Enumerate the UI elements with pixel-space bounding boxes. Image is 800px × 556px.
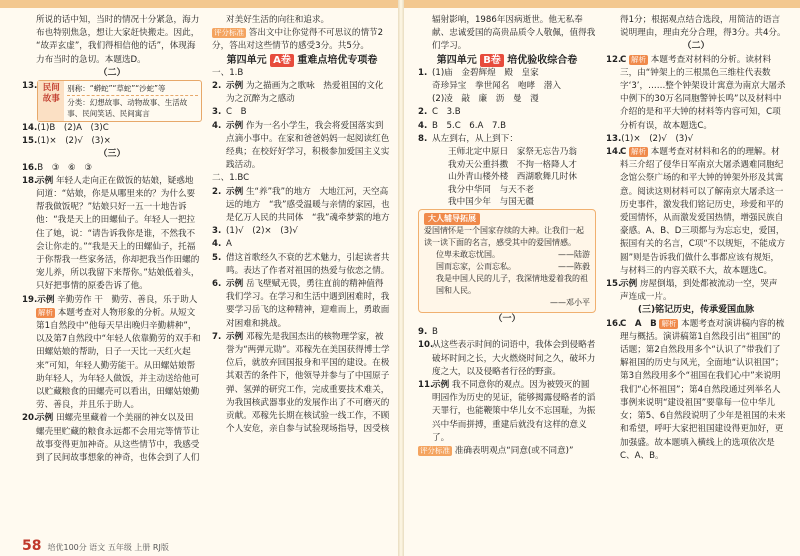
column-4: 得1分；根据观点结合选段，用简洁的语言说明理由，理由充分合理，得3分。共4分。 （二） 12. C 解析 本题考查对材料的分析。读材料三，由“钟架上的三根黑色三维柱代表数字‘3’，……整个钟架设计寓意为南京大屠杀中例下的30万名同胞警钟长鸣”以及材料中介绍的是和平大钟的材料等内容可知，C项分析有误，故本题选C。 13. (1)× (2)√ (3)√ 14. C 解析 本题考查对材料和名的的理解。材料三介绍了侵华日军南京大屠杀遇难同胞纪念馆公祭广场的和平大钟的钟架外形及其寓意。阅读这则材料可以了解南京大屠杀这一历史事件，激发我们铭记历史，珍爱和平的爱国情怀，从而激发爱国热情，增强民族自豪感。A、B、D三项都与为忘忘史，爱国，振国有关的名言，C项“不以规矩，不能成方圆”则是告诉我们做什么事都应该有规矩，与材料三的内容关联不大，故本题选C。 15. 示例 房屋倒塌，到处都被流动一空，哭声声连成一片。 (三)铭记历史，传承爱国血脉 16. C A B 解析 本题考查对演讲稿内容的梳理与概括。演讲稿第1自然段引出“祖国”的话题；第2自然段用多个“认识了”带我们了解祖国的历史与风光，全面地“认识祖国”；第3自然段用多个“祖国在我们心中”来说明我们“心怀祖国”；第4自然段通过列举名人事例来说明“建设祖国”要靠每一位中华儿女；第5、6自然段说明了少年是祖国的未来和希望，呼吁大家把祖国建设得更加好，更加强盛。故本题填入横线上的选项依次是C、A、B。 (606, 15, 786, 461)
extension-callout: 大人辅导拓展 爱国情怀是一个国家存续的大神。让我们一起读一读下面的名言，感受其中的爱国情感。 位卑未敢忘忧国。 ——陆游 国而忘家，公而忘私。 ——陈毅 我是中国人民的儿子，我深情地爱着我的祖国和人民。 ——邓小平 (418, 209, 596, 313)
analysis-tag: 解析 (38, 307, 53, 317)
question-16: 16. B ③ ⑥ ③ (22, 162, 93, 173)
book-spine (398, 0, 404, 556)
column-1 (22, 14, 202, 465)
top-band-right (404, 0, 800, 8)
text-line: “故弄玄虚”，我们得相信他的话”，体现海力布当时的急切。本题选D。 (36, 41, 196, 65)
folk-story-table (37, 80, 202, 122)
folk-row: 别称：“蟒蛇”“草蛇”“沙蛇”等 (67, 82, 198, 96)
question-19: 19. 示例 辛勤劳作 干 勤劳、善良，乐于助人 (22, 294, 198, 305)
column-2: 对美好生活的向往和追求。 评分标准 答出文中让你觉得不可思议的情节2分，答出对这些情节的感受3分。共5分。 第四单元 A卷 重难点培优专项卷 一、1.B 2. 示例 为之描画为之歌咏 热爱祖国的文化为之沉醉为之感动 3. C B 4. 示例 作为一名小学生，我会将爱国落实到点滴小事中。在家和爸爸妈妈一起阅读红色经典；在校好好学习，积极参加爱国主义实践活动。 二、1.BC 2. 示例 生“养”我”的地方 大地江河，天空高远的地方 “我”感受温暖与亲情的家园，也是亿万人民的共同体 “我”魂牵梦萦的地方 3. (1)√ (2)× (3)√ 4. A 5. 借这首歌经久不衰的艺术魅力，引起读者共鸣。表达了作者对祖国的热爱与依恋之情。 6. 示例 岳飞壁赋无畏，勇往直前的精神值得我们学习。在学习和生活中遇到困难时，我要学习岳飞的这种精神，迎难而上，勇敢面对困难和挑战。 7. 示例 邓稼先是我国杰出的核物理学家，被誉为“两弹元勋”。邓稼先在美国获得博士学位后，就放弃回国报身和平国的建设。在极其艰苦的条件下，他领导并参与了中国原子弹、氢弹的研究工作，完成重要技术难关，为我国核武器事业的发展作出了不可磨灭的贡献。邓稼先长期在核试验一线工作，不顾个人安危，亲自参与试验现场指导，因受核 (212, 14, 392, 437)
folk-row: 分类：幻想故事、动物故事、生活故事、民间笑话、民间寓言 (67, 98, 188, 119)
text-line: 所说的话中知，当时的情况十分紧急，海力布也特别焦急，想让大家赶快搬走。因此， (36, 15, 200, 39)
page-footer (22, 538, 169, 554)
question-20: 20. 示例 田螺壳里藏着一个美丽的神女以及田螺壳里贮藏的粮食永远都不会用完等情节让故事变得更加神奇。从这些情节中，我感受到了民间故事想象的神奇，也体会到了人们 (22, 413, 200, 464)
scoring-tag: 评分标准 (214, 28, 244, 38)
unit-title-b: 第四单元 B卷 培优验收综合卷 (436, 54, 578, 66)
section-heading: （三） (98, 149, 126, 160)
callout-title: 大人辅导拓展 (424, 213, 480, 225)
folk-story-label: 民间故事 (38, 81, 64, 121)
unit-title-a: 第四单元 A卷 重难点培优专项卷 (226, 54, 378, 66)
question-15: 15. (1)× (2)√ (3)× (22, 136, 111, 147)
scoring-note: 评分标准 答出文中让你觉得不可思议的情节2分，答出对这些情节的感受3分。共5分。 (212, 28, 384, 52)
poem-answers: 王师北定中原日 家祭无忘告乃翁 我劝天公重抖擞 不拘一格降人才 山外青山楼外楼 西湖歌舞几时休 我分中华同 与天不老 我中国少年 与国无疆 (448, 147, 577, 208)
footer-text: 培优100分 语文 五年级 上册 RJ版 (47, 543, 169, 552)
top-band-left (0, 0, 398, 8)
question-13 (22, 80, 202, 122)
analysis: 解析 本题考查对人物形象的分析。从短文第1自然段中“他每天早出晚归辛勤耕种”，以及第7自然段中“年轻人依靠勤劳的双手和田螺姑娘的帮助，日子一天比一天红火起来”可知，年轻人勤劳能干。从田螺姑娘帮助年轻人，为年轻人做饭，并主动送给他可以贮藏粮食的田螺壳可以看出，田螺姑娘勤劳、善良，并且乐于助人。 (36, 307, 201, 411)
question-number: 13. (22, 81, 38, 92)
question-14: 14. (1)B (2)A (3)C (22, 123, 109, 134)
page-number: 58 (22, 538, 42, 554)
column-3: 辐射影响，1986年因病逝世。他无私奉献、忠诚爱国的高贵品质令人敬佩，值得我们学习。 第四单元 B卷 培优验收综合卷 1. (1)庙 金碧辉煌 殿 皇家 奇珍异宝 拳世闻名 咆哮 潜入 (2)凌 敲 廉 沥 曼 漫 2. C 3.B 4. B 5.C 6.A 7.B 8. 从左到右，从上到下： 王师北定中原日 家祭无忘告乃翁 我劝天公重抖擞 不拘一格降人才 山外青山楼外楼 西湖歌舞几时休 我分中华同 与天不老 我中国少年 与国无疆 大人辅导拓展 爱国情怀是一个国家存续的大神。让我们一起读一读下面的名言，感受其中的爱国情感。 位卑未敢忘忧国。 ——陆游 国而忘家，公而忘私。 ——陈毅 我是中国人民的儿子，我深情地爱着我的祖国和人民。 ——邓小平 （一） 9. B 10. 从这些表示时间的词语中，我体会到侵略者破坏时间之长，大火燃烧时间之久，破坏力度之大，以及侵略者行径的野蛮。 11. 示例 我不同意你的观点。因为被毁灭的圆明园作为历史的见证，能够揭露侵略者的滔天罪行，也能鞭策中华儿女不忘国耻，为振兴中华而拼搏，重建后就没有这样的意义了。 评分标准 准确表明观点“同意(或不同意)” (418, 15, 596, 457)
question-18: 18. 示例 年轻人走向正在做饭的姑娘，疑惑地问道：“姑娘，你是从哪里来的？为什么要帮我做饭呢？”姑娘只好一五一十地告诉他：“我是天上的田螺仙子。年轻人一把拉住了她，说：“请告诉我你是谁，不然我不会让你走的。”“我是天上的田螺仙子，托福于你帮我一些家务活，你却把我当作田螺的宠儿养，所以我留下来帮你。”姑娘低着头，只好把事情的原委告诉了他。 (22, 175, 200, 292)
section-heading: （二） (98, 67, 126, 78)
